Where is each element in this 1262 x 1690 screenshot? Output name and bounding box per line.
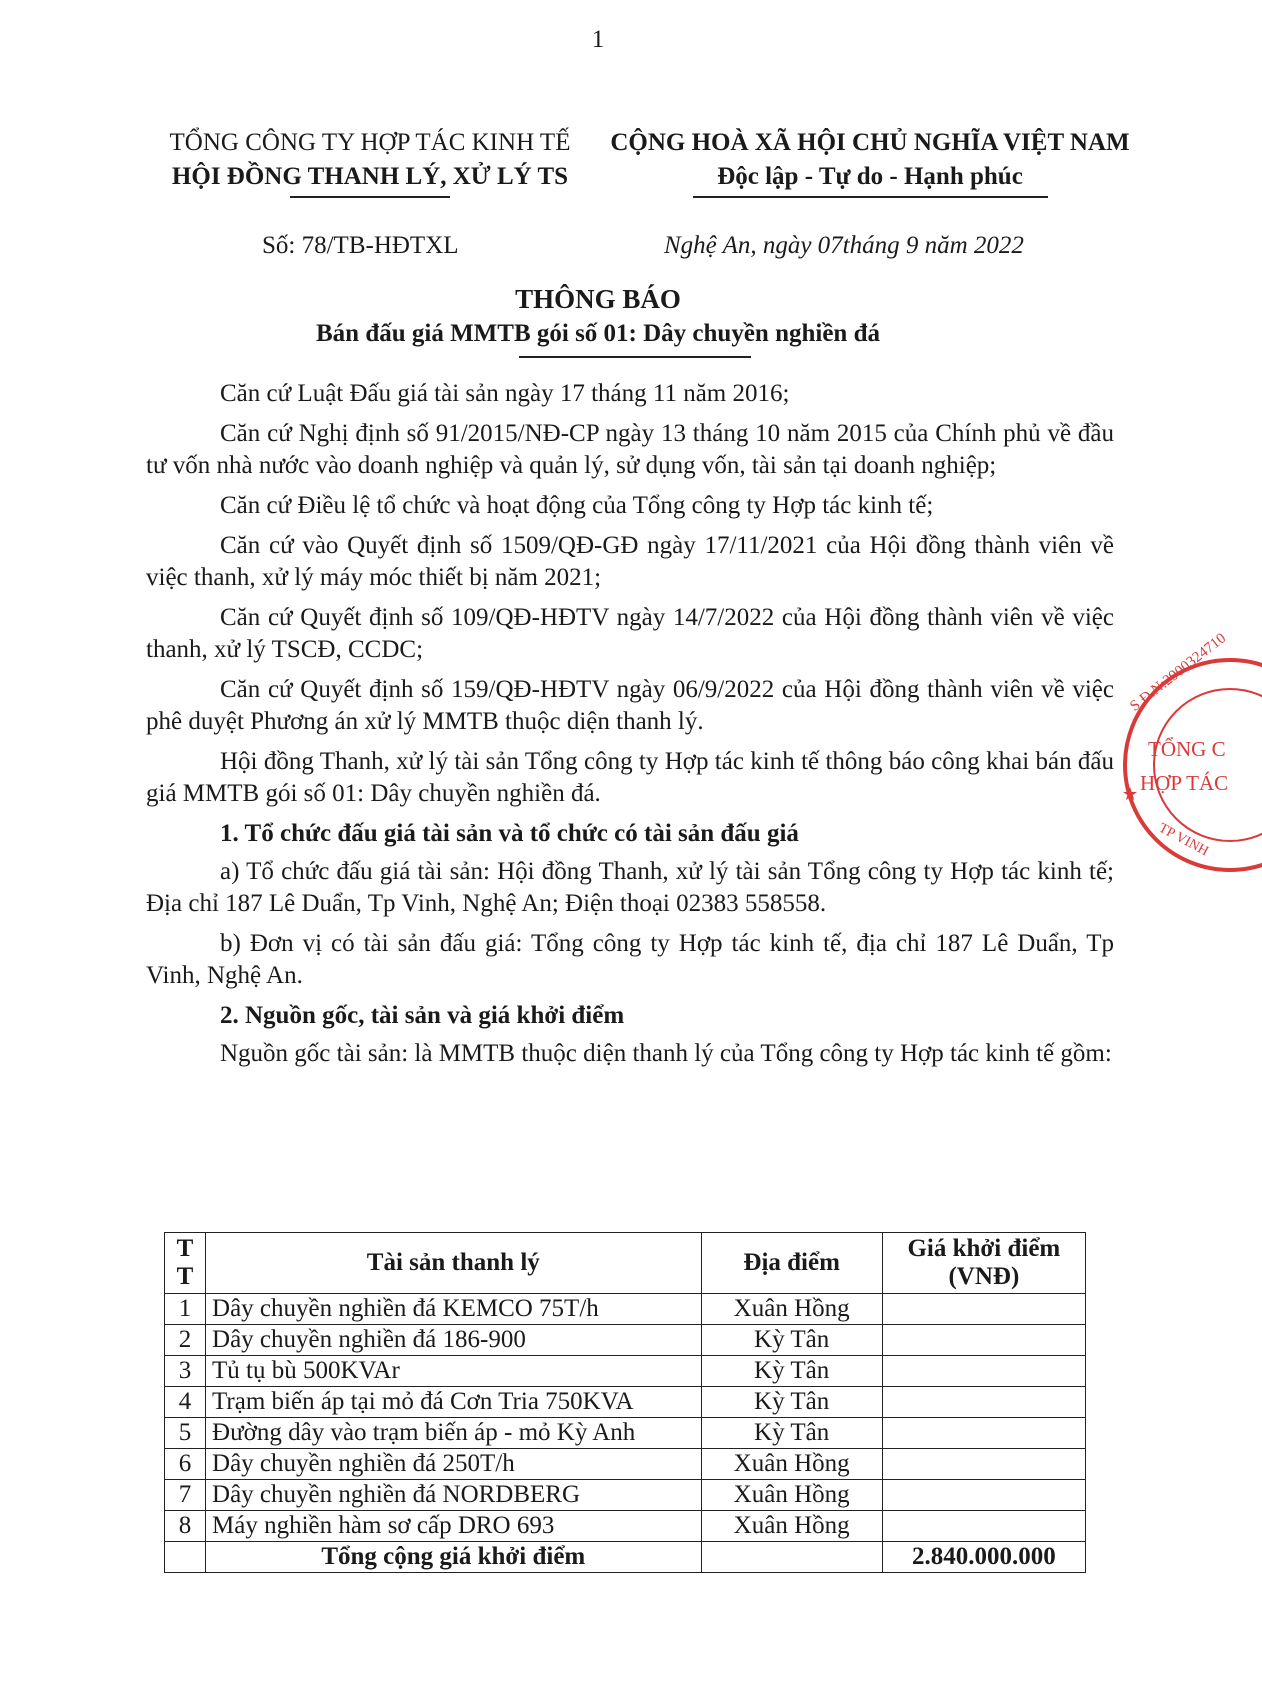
row-asset-name: Máy nghiền hàm sơ cấp DRO 693 <box>206 1511 702 1542</box>
row-location: Xuân Hồng <box>701 1449 882 1480</box>
row-asset-name: Dây chuyền nghiền đá KEMCO 75T/h <box>206 1294 702 1325</box>
nation-motto: Độc lập - Tự do - Hạnh phúc <box>717 163 1023 190</box>
total-tt-cell <box>165 1542 206 1573</box>
total-label: Tổng cộng giá khởi điểm <box>206 1542 702 1573</box>
section-2-intro: Nguồn gốc tài sản: là MMTB thuộc diện thanh lý của Tổng công ty Hợp tác kinh tế gồm: <box>220 1040 1112 1067</box>
section-1-item-b: b) Đơn vị có tài sản đấu giá: Tổng công ty Hợp tác kinh tế, địa chỉ 187 Lê Duẩn, Tp Vinh, Nghệ An. <box>146 930 1114 989</box>
header-starting-price <box>882 1233 1085 1294</box>
paragraph-legal-basis-4: Căn cứ vào Quyết định số 1509/QĐ-GĐ ngày 17/11/2021 của Hội đồng thành viên về việc thanh, xử lý máy móc thiết bị năm 2021; <box>146 532 1114 591</box>
seal-star: ★ <box>1122 784 1139 804</box>
row-asset-name: Dây chuyền nghiền đá NORDBERG <box>206 1480 702 1511</box>
page-number: 1 <box>591 26 605 53</box>
row-price <box>882 1511 1085 1542</box>
paragraph-legal-basis-5: Căn cứ Quyết định số 109/QĐ-HĐTV ngày 14/7/2022 của Hội đồng thành viên về việc thanh, xử lý TSCĐ, CCDC; <box>146 604 1114 663</box>
seal-text-bottom: TP VINH <box>1155 820 1211 860</box>
row-asset-name: Trạm biến áp tại mỏ đá Cơn Tria 750KVA <box>206 1387 702 1418</box>
table-row <box>165 1511 1086 1542</box>
company-seal <box>1112 630 1262 880</box>
row-tt: 4 <box>165 1387 206 1418</box>
section-1-item-a: a) Tổ chức đấu giá tài sản: Hội đồng Thanh, xử lý tài sản Tổng công ty Hợp tác kinh tế; Địa chỉ 187 Lê Duẩn, Tp Vinh, Nghệ An; Điện thoại 02383 558558. <box>146 858 1114 917</box>
row-price <box>882 1325 1085 1356</box>
row-asset-name: Dây chuyền nghiền đá 186-900 <box>206 1325 702 1356</box>
seal-text-line2: HỢP TÁC <box>1140 771 1229 795</box>
header-location: Địa điểm <box>701 1233 882 1294</box>
row-price <box>882 1418 1085 1449</box>
row-location: Kỳ Tân <box>701 1356 882 1387</box>
header-tt-line2: T <box>176 1263 194 1290</box>
asset-rows <box>165 1294 1086 1542</box>
paragraph-legal-basis-2: Căn cứ Nghị định số 91/2015/NĐ-CP ngày 13 tháng 10 năm 2015 của Chính phủ về đầu tư vốn nhà nước vào doanh nghiệp và quản lý, sử dụng vốn, tài sản tại doanh nghiệp; <box>146 420 1114 479</box>
table-row <box>165 1418 1086 1449</box>
row-price <box>882 1480 1085 1511</box>
header-price-line1: Giá khởi điểm <box>907 1235 1061 1262</box>
nation-name: CỘNG HOÀ XÃ HỘI CHỦ NGHĨA VIỆT NAM <box>610 129 1130 156</box>
document-date: Nghệ An, ngày 07tháng 9 năm 2022 <box>664 232 1024 259</box>
table-row <box>165 1294 1086 1325</box>
table-row <box>165 1387 1086 1418</box>
table-row <box>165 1325 1086 1356</box>
table-row <box>165 1356 1086 1387</box>
row-tt: 2 <box>165 1325 206 1356</box>
table-row <box>165 1449 1086 1480</box>
row-location: Xuân Hồng <box>701 1294 882 1325</box>
seal-inner-ring <box>1154 689 1262 841</box>
row-location: Xuân Hồng <box>701 1511 882 1542</box>
header-price-line2: (VNĐ) <box>948 1263 1020 1290</box>
row-tt: 3 <box>165 1356 206 1387</box>
paragraph-announcement: Hội đồng Thanh, xử lý tài sản Tổng công ty Hợp tác kinh tế thông báo công khai bán đấu giá MMTB gói số 01: Dây chuyền nghiền đá. <box>146 748 1114 807</box>
national-header <box>600 126 1140 198</box>
paragraph-legal-basis-6: Căn cứ Quyết định số 159/QĐ-HĐTV ngày 06/9/2022 của Hội đồng thành viên về việc phê duyệt Phương án xử lý MMTB thuộc diện thanh lý. <box>146 676 1114 735</box>
row-price <box>882 1294 1085 1325</box>
row-tt: 8 <box>165 1511 206 1542</box>
row-location: Kỳ Tân <box>701 1325 882 1356</box>
total-row <box>165 1542 1086 1573</box>
subtitle-underline <box>519 356 751 358</box>
document-subtitle: Bán đấu giá MMTB gói số 01: Dây chuyền nghiền đá <box>316 320 880 347</box>
row-tt: 6 <box>165 1449 206 1480</box>
document-title: THÔNG BÁO <box>515 284 681 314</box>
header-tt-line1: T <box>176 1235 194 1262</box>
issuer-org: TỔNG CÔNG TY HỢP TÁC KINH TẾ <box>169 129 571 156</box>
section-2-heading: 2. Nguồn gốc, tài sản và giá khởi điểm <box>220 1002 625 1029</box>
table-row <box>165 1480 1086 1511</box>
motto-underline <box>693 196 1048 198</box>
paragraph-legal-basis-3: Căn cứ Điều lệ tổ chức và hoạt động của Tổng công ty Hợp tác kinh tế; <box>220 492 934 519</box>
asset-table <box>164 1232 1086 1573</box>
paragraph-legal-basis-1: Căn cứ Luật Đấu giá tài sản ngày 17 tháng 11 năm 2016; <box>220 380 790 407</box>
seal-text-outer: S.Đ.N:2900324710 <box>1127 630 1230 715</box>
issuer-header <box>160 126 580 198</box>
row-tt: 1 <box>165 1294 206 1325</box>
row-tt: 7 <box>165 1480 206 1511</box>
issuer-underline <box>290 196 450 198</box>
document-body <box>146 378 1114 1078</box>
total-value: 2.840.000.000 <box>882 1542 1085 1573</box>
row-price <box>882 1387 1085 1418</box>
table-header-row <box>165 1233 1086 1294</box>
document-number: Số: 78/TB-HĐTXL <box>262 232 459 259</box>
header-asset-name: Tài sản thanh lý <box>206 1233 702 1294</box>
row-asset-name: Dây chuyền nghiền đá 250T/h <box>206 1449 702 1480</box>
row-location: Kỳ Tân <box>701 1418 882 1449</box>
row-asset-name: Đường dây vào trạm biến áp - mỏ Kỳ Anh <box>206 1418 702 1449</box>
row-tt: 5 <box>165 1418 206 1449</box>
row-asset-name: Tủ tụ bù 500KVAr <box>206 1356 702 1387</box>
row-price <box>882 1356 1085 1387</box>
row-location: Kỳ Tân <box>701 1387 882 1418</box>
total-location-cell <box>701 1542 882 1573</box>
row-price <box>882 1449 1085 1480</box>
section-1-heading: 1. Tổ chức đấu giá tài sản và tổ chức có tài sản đấu giá <box>220 820 799 847</box>
issuer-council: HỘI ĐỒNG THANH LÝ, XỬ LÝ TS <box>171 163 569 190</box>
seal-text-line1: TỔNG C <box>1148 737 1226 761</box>
header-tt <box>165 1233 206 1294</box>
row-location: Xuân Hồng <box>701 1480 882 1511</box>
